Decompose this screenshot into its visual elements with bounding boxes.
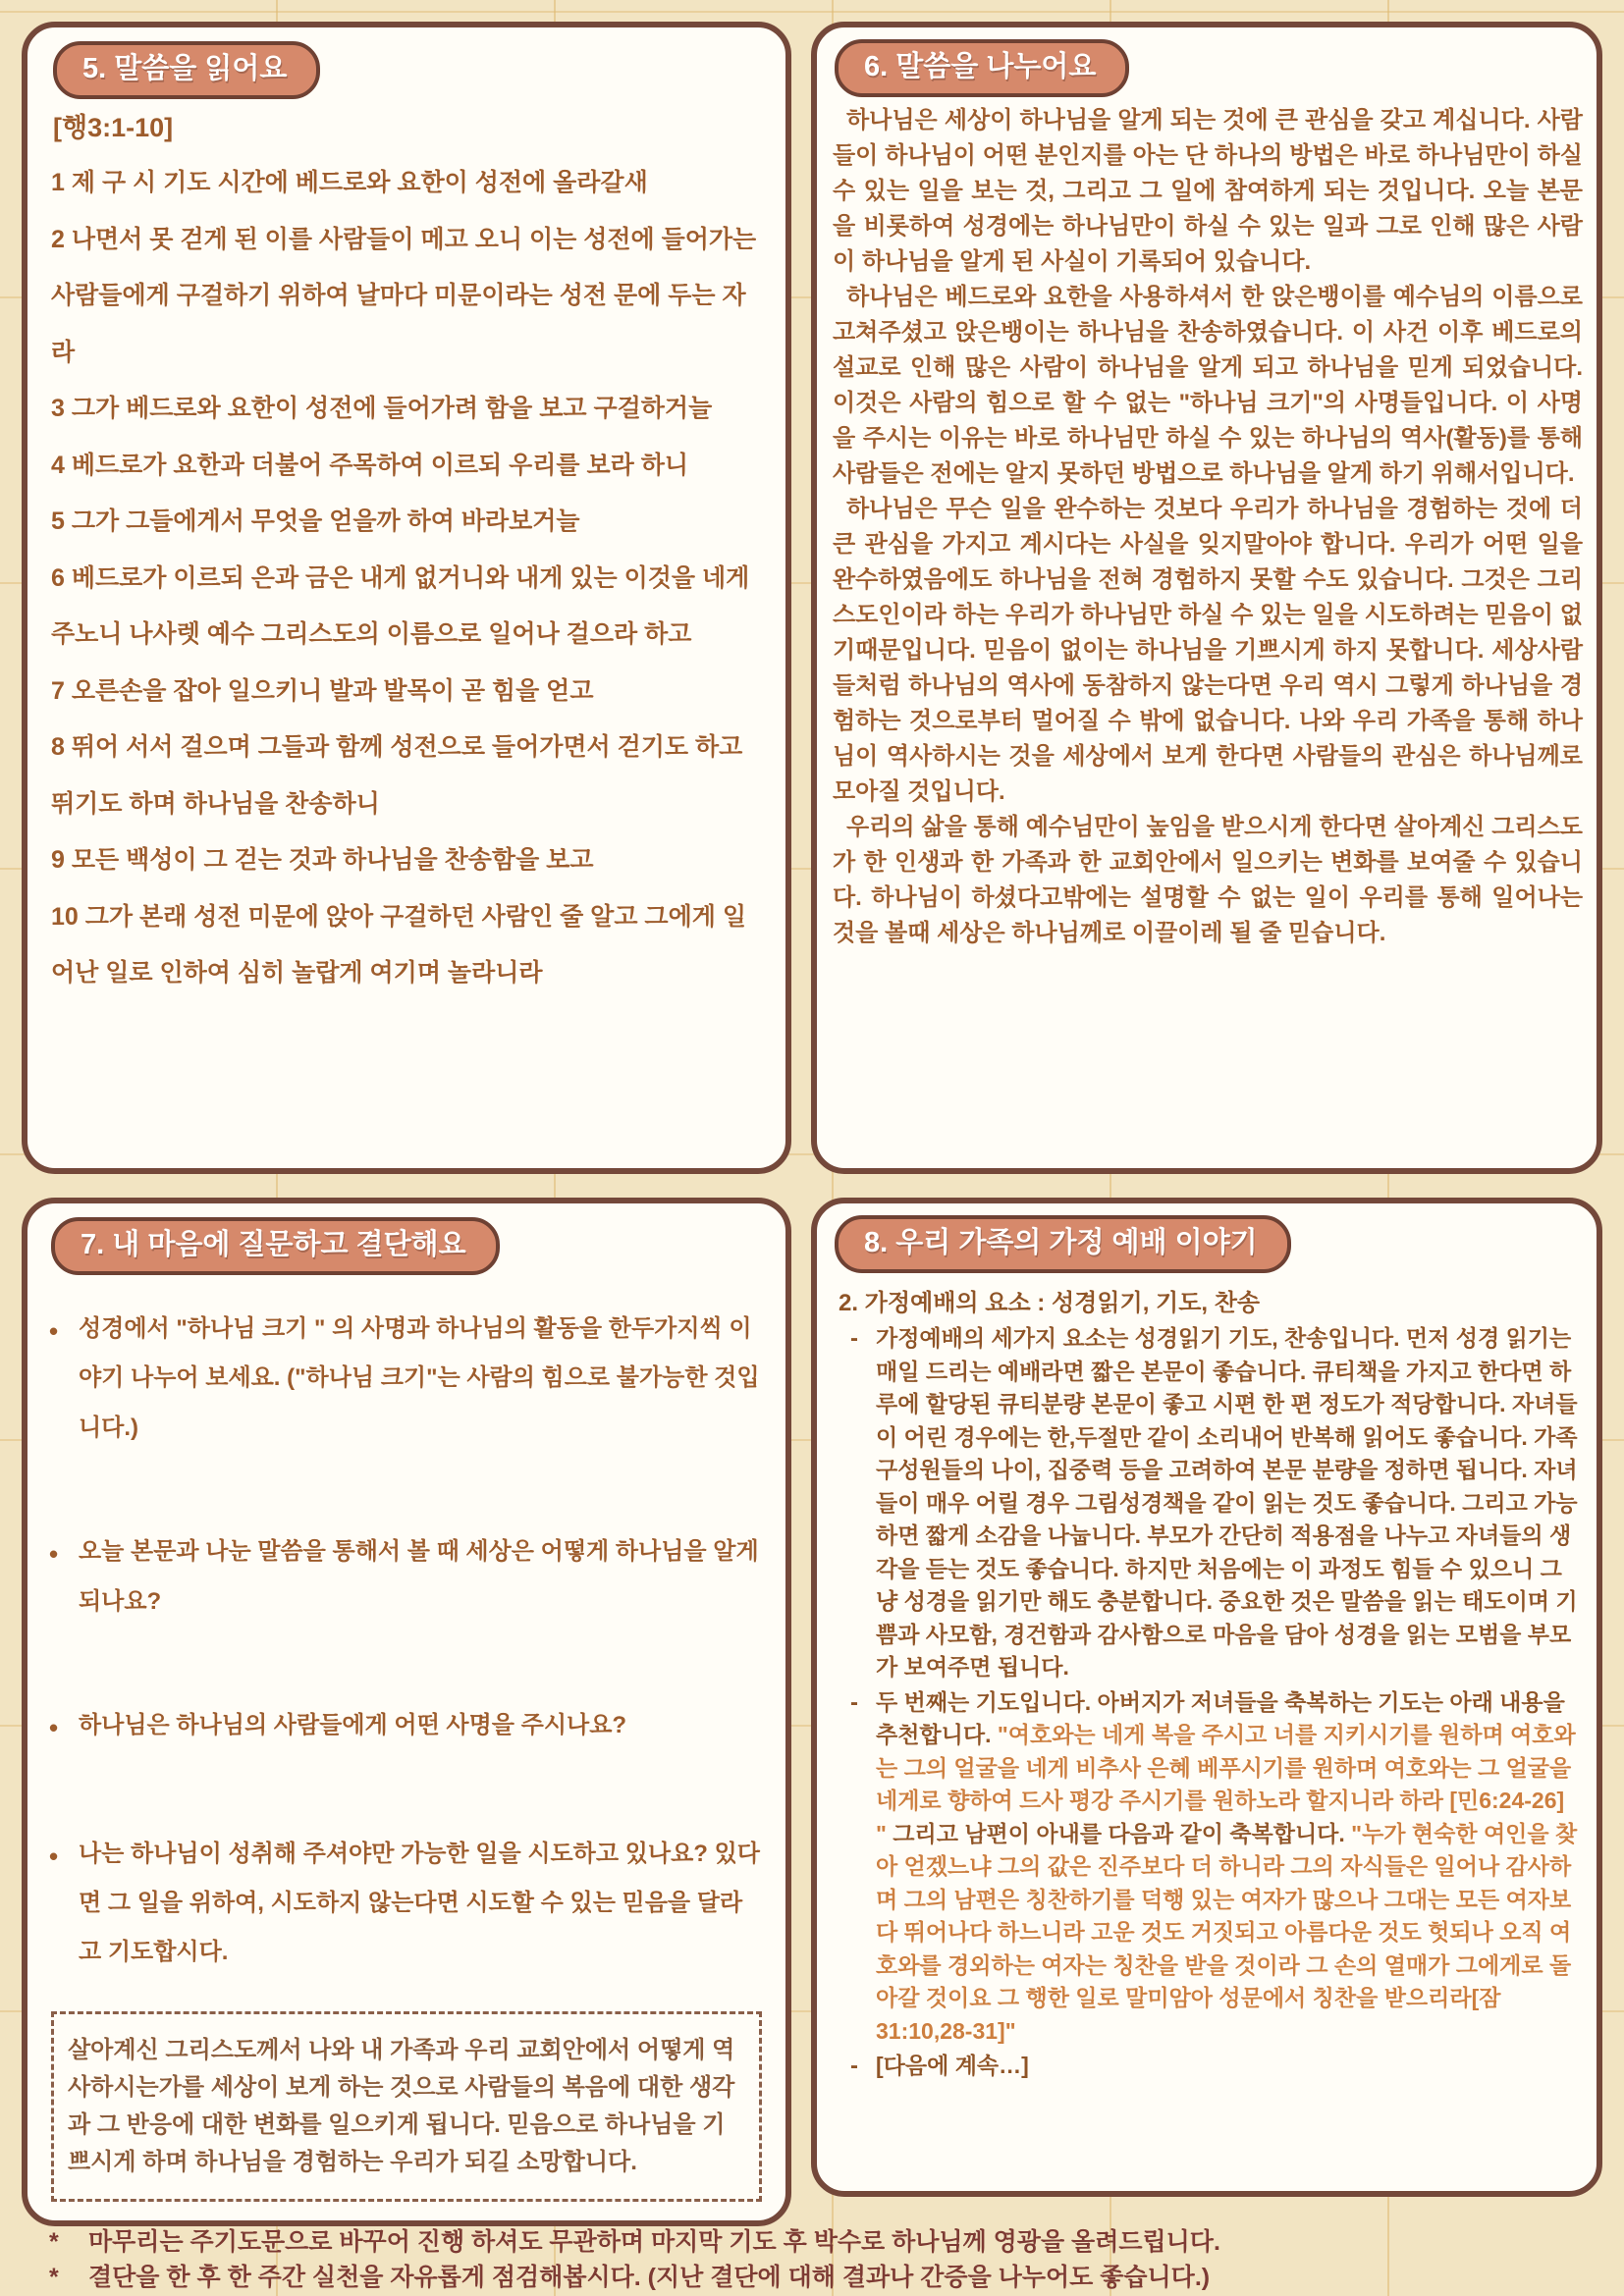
section-7-title: 7. 내 마음에 질문하고 결단해요	[81, 1229, 466, 1260]
section-5-title: 5. 말씀을 읽어요	[82, 53, 288, 84]
family-worship-text	[876, 1686, 1581, 2049]
blessing-quote-wife: "누가 현숙한 여인을 찾아 얻겠느냐 그의 값은 진주보다 더 하니라 그의 자식들은 일어나 감사하며 그의 남편은 칭찬하기를 덕행 있는 여자가 많으나 그대는 모든 여자보다 뛰어나다 하느니라 고운 것도 거짓되고 아름다운 것도 헛되나 오직 여호와를 경외하는 여자는 칭찬을 받을 것이라 그 손의 열매가 그에게로 돌아갈 것이요 그 행한 일로 말미암아 성문에서 칭찬을 받으리라[잠31:10,28-31]"	[876, 1820, 1578, 2044]
prayer-middle-text: 그리고 남편이 아내를 다음과 같이 축복합니다.	[893, 1820, 1352, 1846]
bullet-icon: •	[49, 1539, 59, 1570]
footer-note	[45, 2260, 1597, 2295]
question-item	[49, 1305, 764, 1453]
verse-line: 6 베드로가 이르되 은과 금은 내게 없거니와 내게 있는 이것을 네게 주노니 나사렛 예수 그리스도의 이름으로 일어나 걸으라 하고	[51, 563, 750, 649]
section-6-title: 6. 말씀을 나누어요	[864, 51, 1097, 82]
commentary-paragraph: 하나님은 세상이 하나님을 알게 되는 것에 큰 관심을 갖고 계십니다. 사람들이 하나님이 어떤 분인지를 아는 단 하나의 방법은 바로 하나님만이 하실 수 있는 일을 보는 것, 그리고 그 일에 참여하게 되는 것입니다. 오늘 본문을 비롯하여 성경에는 하나님만이 하실 수 있는 일과 그로 인해 많은 사람이 하나님을 알게 된 사실이 기록되어 있습니다.	[833, 107, 1583, 275]
commentary-paragraph: 우리의 삶을 통해 예수님만이 높임을 받으시게 한다면 살아계신 그리스도가 한 인생과 한 가족과 한 교회안에서 일으키는 변화를 보여줄 수 있습니다. 하나님이 하셨다고밖에는 설명할 수 없는 일이 우리를 통해 일어나는 것을 볼때 세상은 하나님께로 이끌이레 될 줄 믿습니다.	[833, 814, 1583, 946]
question-text: 하나님은 하나님의 사람들에게 어떤 사명을 주시나요?	[79, 1711, 627, 1738]
footer-notes	[45, 2224, 1597, 2295]
verse-line: 10 그가 본래 성전 미문에 앉아 구걸하던 사람인 줄 알고 그에게 일어난 일로 인하여 심히 놀랍게 여기며 놀라니라	[51, 902, 746, 988]
section-6-header-badge	[835, 39, 1129, 97]
asterisk-icon: *	[49, 2228, 59, 2256]
bullet-icon: •	[49, 1841, 59, 1871]
question-item	[49, 1701, 764, 1755]
question-text: 나는 하나님이 성취해 주셔야만 가능한 일을 시도하고 있나요? 있다면 그 일을 위하여, 시도하지 않는다면 시도할 수 있는 믿음을 달라고 기도합시다.	[79, 1840, 760, 1966]
bullet-icon: •	[49, 1712, 59, 1742]
commentary-paragraph: 하나님은 베드로와 요한을 사용하셔서 한 앉은뱅이를 예수님의 이름으로 고쳐주셨고 앉은뱅이는 하나님을 찬송하였습니다. 이 사건 이후 베드로의 설교로 인해 많은 사람이 하나님을 알게 되고 하나님을 믿게 되었습니다. 이것은 사람의 힘으로 할 수 없는 "하나님 크기"의 사명들입니다. 이 사명을 주시는 이유는 바로 하나님만 하실 수 있는 하나님의 역사(활동)를 통해 사람들은 전에는 알지 못하던 방법으로 하나님을 알게 하기 위해서입니다.	[833, 284, 1583, 487]
footer-note-text: 결단을 한 후 한 주간 실천을 자유롭게 점검해봅시다. (지난 결단에 대해 결과나 간증을 나누어도 좋습니다.)	[88, 2264, 1211, 2291]
section-5-header-badge	[53, 41, 320, 99]
dash-icon: -	[850, 2053, 858, 2079]
to-be-continued-text: [다음에 계속…]	[876, 2053, 1029, 2078]
dash-icon: -	[850, 1688, 858, 1716]
verse-line: 9 모든 백성이 그 걷는 것과 하나님을 찬송함을 보고	[51, 846, 594, 875]
blessing-quote-children: "여호와는 네게 복을 주시고 너를 지키시기를 원하며 여호와는 그의 얼굴을 네게 비추사 은혜 베푸시기를 원하며 여호와는 그 얼굴을 네게로 향하여 드사 평강 주시기를 원하노라 할지니라 하라 [민6:24-26] "	[876, 1722, 1576, 1846]
family-worship-item	[850, 1686, 1581, 2049]
family-worship-subtitle: 2. 가정예배의 요소 : 성경읽기, 기도, 찬송	[839, 1290, 1261, 1316]
verse-line: 1 제 구 시 기도 시간에 베드로와 요한이 성전에 올라갈새	[51, 169, 648, 197]
question-item	[49, 1527, 764, 1627]
prayer-intro-text: 두 번째는 기도입니다. 아버지가 저녀들을 축복하는 기도는 아래 내용을 추천합니다.	[876, 1688, 1565, 1747]
panel-questions	[22, 1198, 791, 2226]
verse-line: 2 나면서 못 걷게 된 이를 사람들이 메고 오니 이는 성전에 들어가는 사람들에게 구걸하기 위하여 날마다 미문이라는 성전 문에 두는 자라	[51, 225, 757, 366]
footer-note-text: 마무리는 주기도문으로 바꾸어 진행 하셔도 무관하며 마지막 기도 후 박수로 하나님께 영광을 올려드립니다.	[88, 2228, 1220, 2256]
verse-line: 7 오른손을 잡아 일으키니 발과 발목이 곧 힘을 얻고	[51, 676, 594, 705]
family-worship-text: 가정예배의 세가지 요소는 성경읽기 기도, 찬송입니다. 먼저 성경 읽기는 매일 드리는 예배라면 짧은 본문이 좋습니다. 큐티책을 가지고 한다면 하루에 할당된 큐티분량 본문이 좋고 시편 한 편 정도가 적당합니다. 자녀들이 어린 경우에는 한,두절만 같이 소리내어 반복해 읽어도 좋습니다. 가족구성원들의 나이, 집중력 등을 고려하여 본문 분량을 정하면 됩니다. 자녀들이 매우 어릴 경우 그림성경책을 같이 읽는 것도 좋습니다. 그리고 가능하면 짧게 소감을 나눕니다. 부모가 간단히 적용점을 나누고 자녀들의 생각을 듣는 것도 좋습니다. 하지만 처음에는 이 과정도 힘들 수 있으니 그냥 성경을 읽기만 해도 충분합니다. 중요한 것은 말씀을 읽는 태도이며 기쁨과 사모함, 경건함과 감사함으로 마음을 담아 성경을 읽는 모범을 부모가 보여주면 됩니다.	[876, 1325, 1578, 1680]
dash-icon: -	[850, 1325, 858, 1352]
panel-family-worship	[811, 1198, 1602, 2197]
verse-list	[51, 155, 762, 1002]
section-7-header-badge	[51, 1217, 500, 1275]
panel-read-word	[22, 22, 791, 1174]
verse-line: 4 베드로가 요한과 더불어 주목하여 이르되 우리를 보라 하니	[51, 451, 689, 479]
verse-line: 8 뛰어 서서 걸으며 그들과 함께 성전으로 들어가면서 걷기도 하고 뛰기도 하며 하나님을 찬송하니	[51, 733, 743, 818]
family-worship-item	[850, 1322, 1581, 1684]
question-text: 오늘 본문과 나눈 말씀을 통해서 볼 때 세상은 어떻게 하나님을 알게 되나요?	[79, 1538, 759, 1615]
question-text: 성경에서 "하나님 크기 " 의 사명과 하나님의 활동을 한두가지씩 이야기 나누어 보세요. ("하나님 크기"는 사람의 힘으로 불가능한 것입니다.)	[79, 1315, 760, 1441]
verse-line: 5 그가 그들에게서 무엇을 얻을까 하여 바라보거늘	[51, 507, 580, 536]
asterisk-icon: *	[49, 2264, 59, 2291]
scripture-reference: [행3:1-10]	[53, 113, 174, 142]
question-list	[49, 1305, 764, 1978]
family-worship-item	[850, 2050, 1581, 2083]
section-8-title: 8. 우리 가족의 가정 예배 이야기	[864, 1227, 1258, 1258]
section-8-header-badge	[835, 1215, 1291, 1273]
verse-line: 3 그가 베드로와 요한이 성전에 들어가려 함을 보고 구걸하거늘	[51, 395, 713, 423]
question-item	[49, 1830, 764, 1978]
bullet-icon: •	[49, 1316, 59, 1346]
commentary-paragraph: 하나님은 무슨 일을 완수하는 것보다 우리가 하나님을 경험하는 것에 더 큰 관심을 가지고 계시다는 사실을 잊지말아야 합니다. 우리가 어떤 일을 완수하였음에도 하나님을 전혀 경험하지 못할 수도 있습니다. 그것은 그리스도인이라 하는 우리가 하나님만 하실 수 있는 일을 시도하려는 믿음이 없기때문입니다. 믿음이 없이는 하나님을 기쁘시게 하지 못합니다. 세상사람들처럼 하나님의 역사에 동참하지 않는다면 우리 역시 그렇게 하나님을 경험하는 것으로부터 멀어질 수 밖에 없습니다. 나와 우리 가족을 통해 하나님이 역사하시는 것을 세상에서 보게 한다면 사람들의 관심은 하나님께로 모아질 것입니다.	[833, 496, 1583, 805]
footer-note	[45, 2224, 1597, 2260]
decision-note-box: 살아계신 그리스도께서 나와 내 가족과 우리 교회안에서 어떻게 역사하시는가를 세상이 보게 하는 것으로 사람들의 복음에 대한 생각과 그 반응에 대한 변화를 일으키게 됩니다. 믿음으로 하나님을 기쁘시게 하며 하나님을 경험하는 우리가 되길 소망합니다.	[51, 2011, 762, 2202]
panel-share-word	[811, 22, 1602, 1174]
